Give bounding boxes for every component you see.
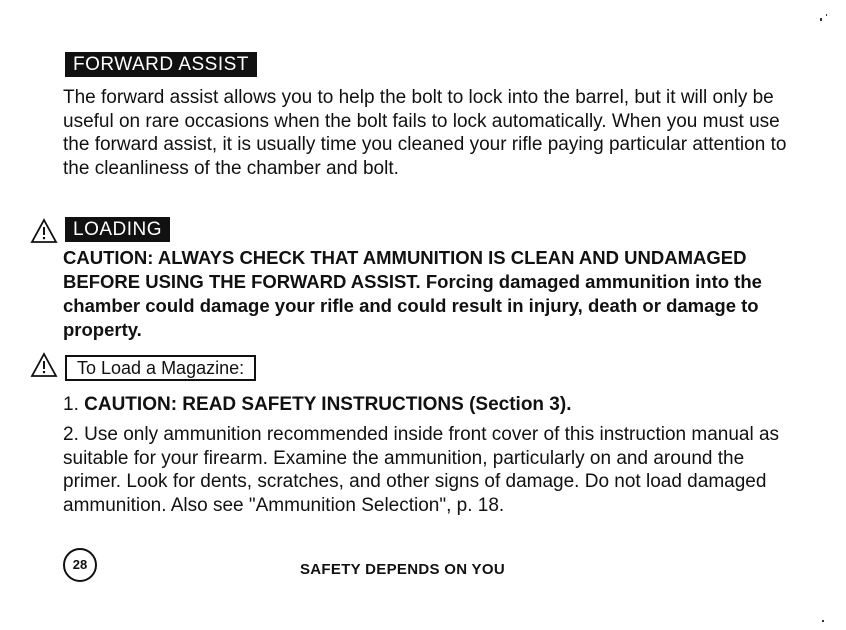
- warning-triangle-icon: [30, 218, 58, 244]
- scan-speck: [826, 14, 827, 16]
- step-number: 1.: [63, 394, 79, 415]
- loading-heading: LOADING: [65, 217, 170, 242]
- load-magazine-step-2: [63, 423, 783, 517]
- step-number: 2.: [63, 424, 79, 445]
- loading-section: [63, 246, 787, 342]
- step-text: Use only ammunition recommended inside front cover of this instruction manual as suitable for your firearm. Examine the ammunition, particularly on and around the primer. Look for dents, scratches, and other signs of damage. Do not load damaged ammunition. Also see "Ammunition Selection", p. 18.: [63, 424, 780, 516]
- step-text: CAUTION: READ SAFETY INSTRUCTIONS (Section 3).: [84, 394, 572, 415]
- footer-text: SAFETY DEPENDS ON YOU: [300, 561, 505, 578]
- scan-speck: [822, 620, 824, 622]
- scan-speck: [820, 18, 822, 21]
- forward-assist-paragraph: The forward assist allows you to help the bolt to lock into the barrel, but it will only be useful on rare occasions when the bolt fails to lock automatically. When you must use the forward assist, it is usually time you cleaned your rifle paying particular attention to the cleanliness of the chamber and bolt.: [63, 87, 787, 179]
- loading-caution: CAUTION: ALWAYS CHECK THAT AMMUNITION IS CLEAN AND UNDAMAGED BEFORE USING THE FORWARD ASSIST. Forcing damaged ammunition into the chamber could damage your rifle and could result in injury, death or damage to property.: [63, 247, 762, 340]
- warning-triangle-icon: [30, 352, 58, 378]
- forward-assist-heading: FORWARD ASSIST: [65, 52, 257, 77]
- load-magazine-step-1: [63, 393, 793, 417]
- page-number: 28: [63, 548, 97, 582]
- load-magazine-heading: To Load a Magazine:: [65, 355, 256, 381]
- forward-assist-section: [63, 86, 793, 180]
